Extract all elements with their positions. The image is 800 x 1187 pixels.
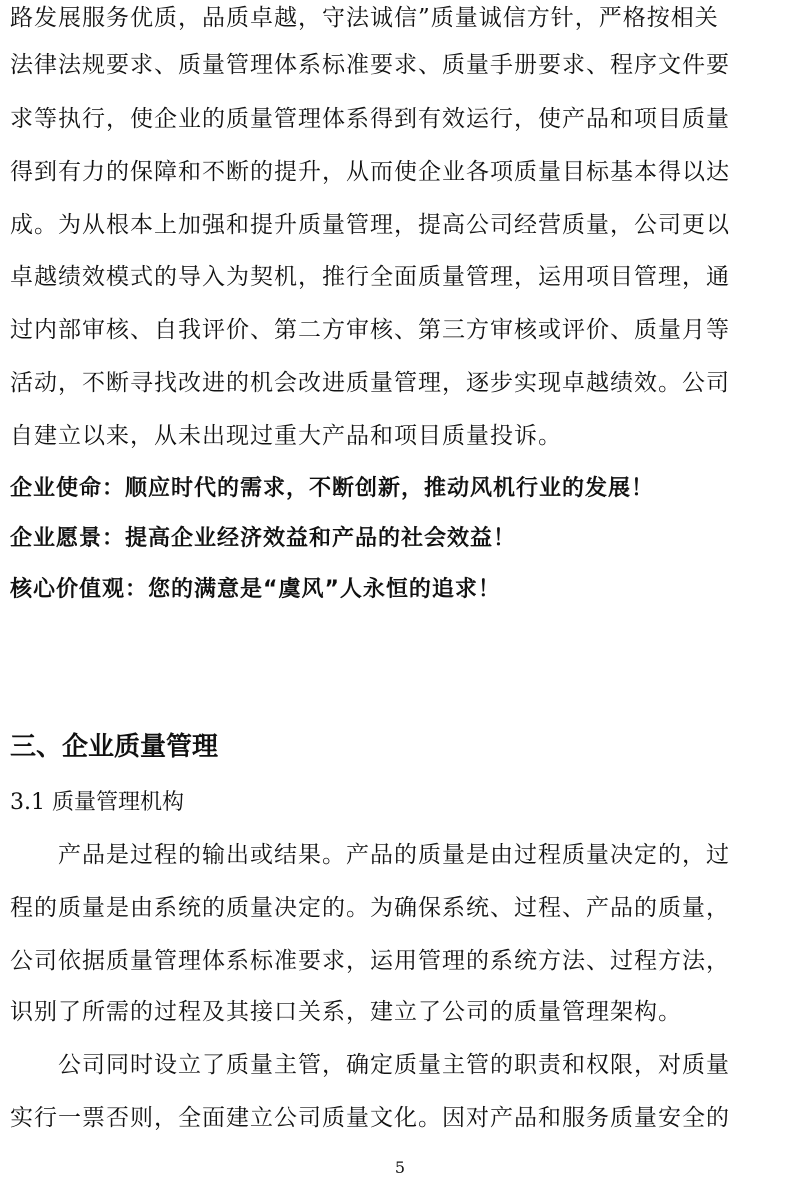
subsection-title: 3.1 质量管理机构 — [10, 790, 184, 815]
text-line: 活动，不断寻找改进的机会改进质量管理，逐步实现卓越绩效。公司 — [10, 370, 730, 396]
core-values-statement: 核心价值观：您的满意是“虞风”人永恒的追求！ — [10, 577, 501, 602]
vision-statement: 企业愿景：提高企业经济效益和产品的社会效益！ — [10, 526, 517, 551]
page-number: 5 — [394, 1158, 406, 1177]
section-title: 三、企业质量管理 — [10, 732, 219, 762]
text-line: 自建立以来，从未出现过重大产品和项目质量投诉。 — [10, 423, 562, 449]
text-line: 卓越绩效模式的导入为契机，推行全面质量管理，运用项目管理，通 — [10, 264, 730, 290]
text-line: 识别了所需的过程及其接口关系，建立了公司的质量管理架构。 — [10, 999, 682, 1025]
mission-statement: 企业使命：顺应时代的需求，不断创新，推动风机行业的发展！ — [10, 476, 655, 501]
text-line: 成。为从根本上加强和提升质量管理，提高公司经营质量，公司更以 — [10, 212, 730, 238]
text-line: 程的质量是由系统的质量决定的。为确保系统、过程、产品的质量， — [10, 895, 730, 921]
text-line: 法律法规要求、质量管理体系标准要求、质量手册要求、程序文件要 — [10, 52, 730, 78]
text-line: 得到有力的保障和不断的提升，从而使企业各项质量目标基本得以达 — [10, 159, 730, 185]
text-line: 公司依据质量管理体系标准要求，运用管理的系统方法、过程方法， — [10, 948, 730, 974]
text-line: 公司同时设立了质量主管，确定质量主管的职责和权限，对质量 — [58, 1052, 730, 1078]
text-line: 实行一票否则，全面建立公司质量文化。因对产品和服务质量安全的 — [10, 1105, 730, 1131]
text-line: 路发展服务优质，品质卓越，守法诚信”质量诚信方针，严格按相关 — [10, 5, 719, 31]
text-line: 产品是过程的输出或结果。产品的质量是由过程质量决定的，过 — [58, 842, 730, 868]
text-line: 求等执行，使企业的质量管理体系得到有效运行，使产品和项目质量 — [10, 106, 730, 132]
text-line: 过内部审核、自我评价、第二方审核、第三方审核或评价、质量月等 — [10, 317, 730, 343]
